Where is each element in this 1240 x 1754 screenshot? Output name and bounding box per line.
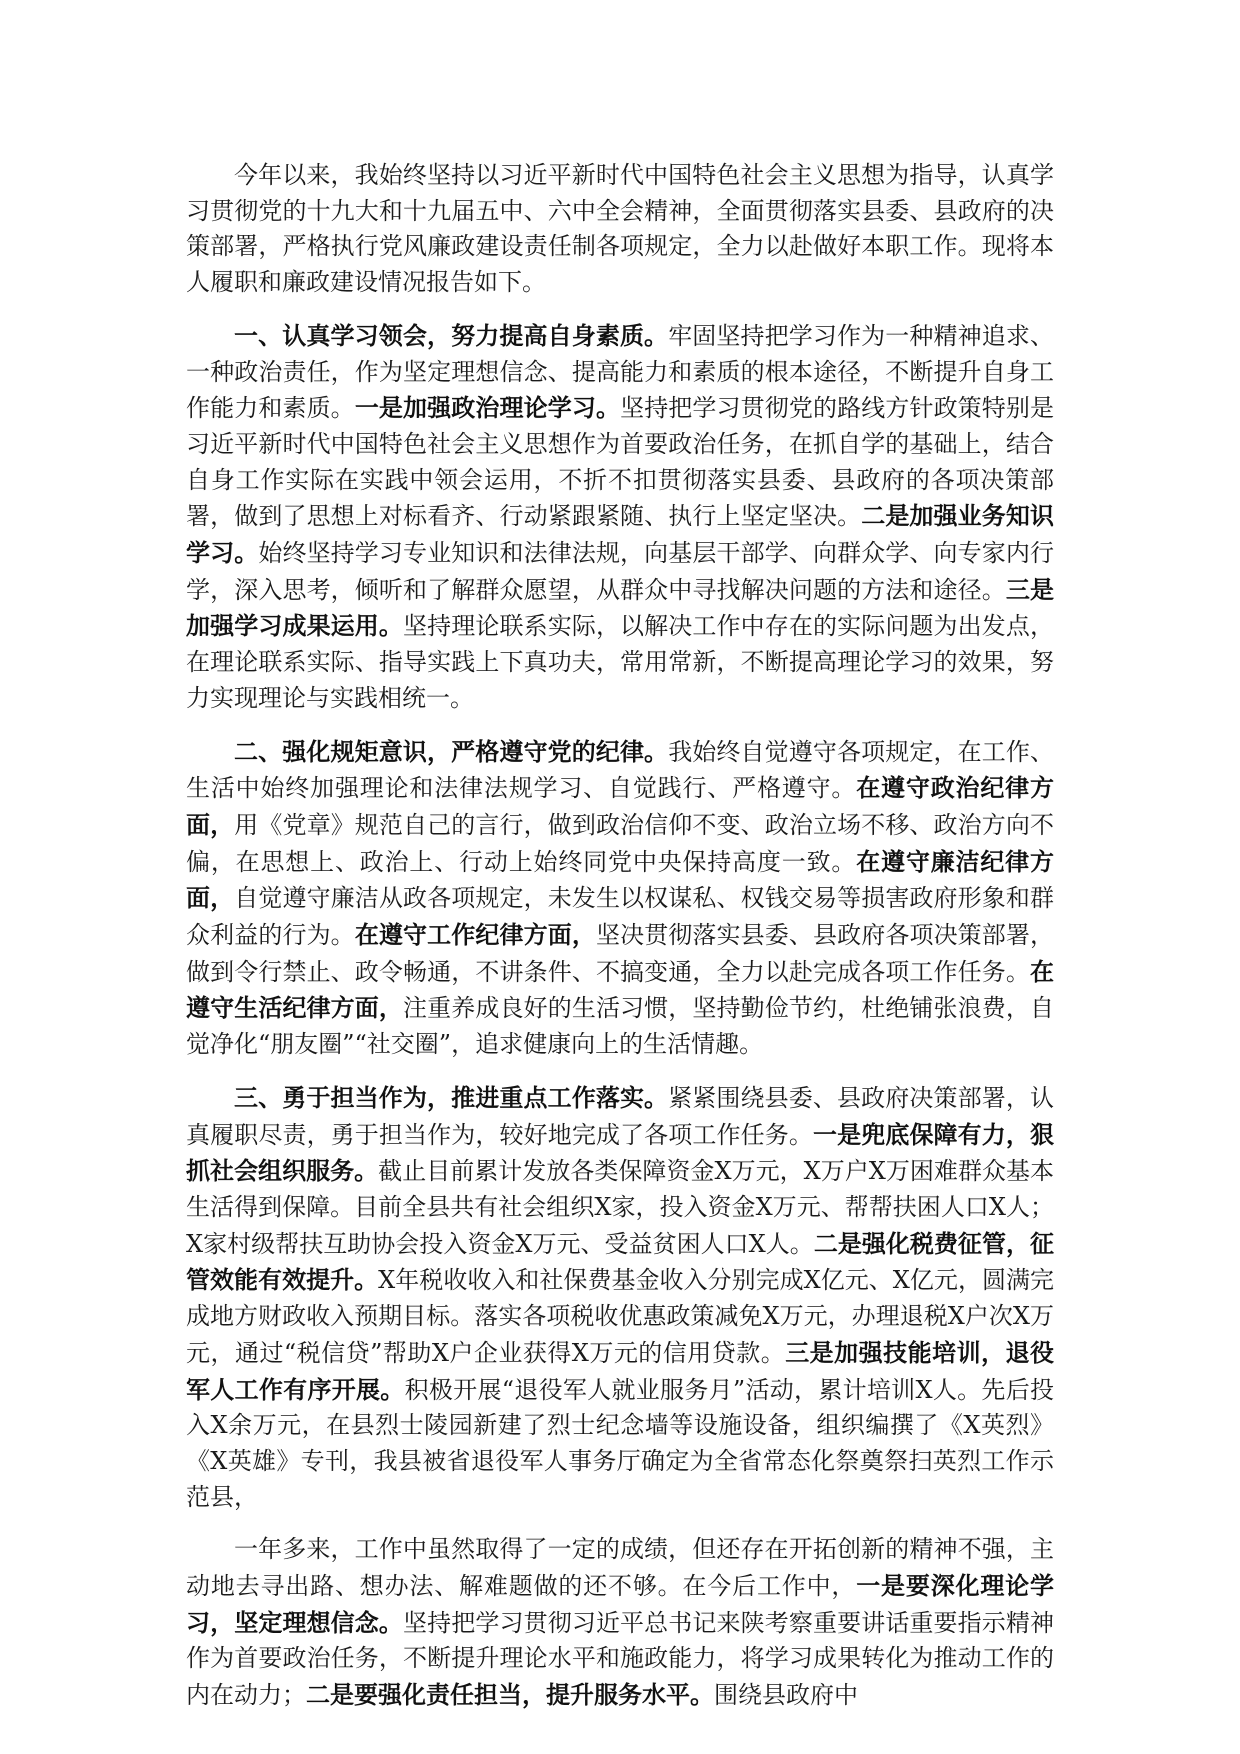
text-run: 用《党章》规范自己的言行，做到政治信仰不变、政治立场不移、政治方向不偏，在思想上、政治上、行动上始终同党中央保持高度一致。 xyxy=(186,810,1055,876)
text-run: 牢固坚持把学习作为一种精神追求、一种政治责任，作为坚定理想信念、提高能力和素质的根本途径，不断提升自身工作能力和素质。 xyxy=(186,321,1055,423)
text-run: 紧紧围绕县委、县政府决策部署，认真履职尽责，勇于担当作为，较好地完成了各项工作任务。 xyxy=(186,1083,1055,1149)
text-run: 截止目前累计发放各类保障资金X万元，X万户X万困难群众基本生活得到保障。目前全县共有社会组织X家，投入资金X万元、帮帮扶困人口X人；X家村级帮扶互助协会投入资金X万元、受益贫困人口X人。 xyxy=(186,1157,1054,1258)
text-run: 自觉遵守廉洁从政各项规定，未发生以权谋私、权钱交易等损害政府形象和群众利益的行为。 xyxy=(186,884,1055,950)
document-body xyxy=(186,158,1054,1731)
text-run: 坚决贯彻落实县委、县政府各项决策部署，做到令行禁止、政令畅通，不讲条件、不搞变通，全力以赴完成各项工作任务。 xyxy=(186,921,1055,986)
bold-point: 一是要深化理论学习，坚定理想信念。 xyxy=(186,1571,1054,1637)
section-heading: 二、强化规矩意识，严格遵守党的纪律。 xyxy=(234,736,669,766)
bold-point: 在遵守政治纪律方面， xyxy=(186,773,1054,839)
text-run: 注重养成良好的生活习惯，坚持勤俭节约，杜绝铺张浪费，自觉净化“朋友圈”“社交圈”，追求健康向上的生活情趣。 xyxy=(186,994,1055,1059)
paragraph-section-3 xyxy=(186,1080,1054,1515)
text-run: 坚持把学习贯彻习近平总书记来陕考察重要讲话重要指示精神作为首要政治任务，不断提升理论水平和施政能力，将学习成果转化为推动工作的内在动力； xyxy=(186,1608,1055,1710)
bold-point: 在遵守廉洁纪律方面， xyxy=(186,846,1054,913)
paragraph-intro xyxy=(186,158,1054,301)
paragraph-section-2 xyxy=(186,734,1054,1063)
bold-point: 二是加强业务知识学习。 xyxy=(186,501,1055,568)
section-heading: 一、认真学习领会，努力提高自身素质。 xyxy=(234,320,669,350)
bold-point: 二是要强化责任担当，提升服务水平。 xyxy=(306,1680,714,1710)
text-run: 坚持理论联系实际，以解决工作中存在的实际问题为出发点，在理论联系实际、指导实践上下真功夫，常用常新，不断提高理论学习的效果，努力实现理论与实践相统一。 xyxy=(186,612,1055,712)
text-run: 我始终自觉遵守各项规定，在工作、生活中始终加强理论和法律法规学习、自觉践行、严格遵守。 xyxy=(186,737,1055,803)
bold-point: 在遵守生活纪律方面， xyxy=(186,956,1054,1023)
bold-point: 一是加强政治理论学习。 xyxy=(354,393,621,423)
text-run: 围绕县政府中 xyxy=(714,1681,858,1710)
paragraph-conclusion xyxy=(186,1532,1054,1714)
text-run: 积极开展“退役军人就业服务月”活动，累计培训X人。先后投入X余万元，在县烈士陵园新建了烈士纪念墙等设施设备，组织编撰了《X英烈》《X英雄》专刊，我县被省退役军人事务厅确定为全省常态化祭奠祭扫英烈工作示范县， xyxy=(186,1375,1054,1511)
text-run: 始终坚持学习专业知识和法律法规，向基层干部学、向群众学、向专家内行学，深入思考，倾听和了解群众愿望，从群众中寻找解决问题的方法和途径。 xyxy=(186,539,1054,604)
text-run: X年税收收入和社保费基金收入分别完成X亿元、X亿元，圆满完成地方财政收入预期目标。落实各项税收优惠政策减免X万元，办理退税X户次X万元，通过“税信贷”帮助X户企业获得X万元的信用贷款。 xyxy=(186,1266,1054,1367)
text-run: 一年多来，工作中虽然取得了一定的成绩，但还存在开拓创新的精神不强，主动地去寻出路、想办法、解难题做的还不够。在今后工作中， xyxy=(186,1535,1054,1601)
bold-point: 在遵守工作纪律方面， xyxy=(354,920,596,950)
paragraph-section-1 xyxy=(186,318,1054,717)
text-run: 今年以来，我始终坚持以习近平新时代中国特色社会主义思想为指导，认真学习贯彻党的十九大和十九届五中、六中全会精神，全面贯彻落实县委、县政府的决策部署，严格执行党风廉政建设责任制各项规定，全力以赴做好本职工作。现将本人履职和廉政建设情况报告如下。 xyxy=(186,161,1054,297)
text-run: 坚持把学习贯彻党的路线方针政策特别是习近平新时代中国特色社会主义思想作为首要政治任务，在抓自学的基础上，结合自身工作实际在实践中领会运用，不折不扣贯彻落实县委、县政府的各项决策部署，做到了思想上对标看齐、行动紧跟紧随、执行上坚定坚决。 xyxy=(186,394,1055,531)
bold-point: 三是加强学习成果运用。 xyxy=(186,574,1055,641)
section-heading: 三、勇于担当作为，推进重点工作落实。 xyxy=(234,1082,669,1112)
bold-point: 一是兜底保障有力，狠抓社会组织服务。 xyxy=(186,1119,1055,1186)
bold-point: 二是强化税费征管，征管效能有效提升。 xyxy=(186,1228,1054,1295)
bold-point: 三是加强技能培训，退役军人工作有序开展。 xyxy=(186,1337,1055,1404)
